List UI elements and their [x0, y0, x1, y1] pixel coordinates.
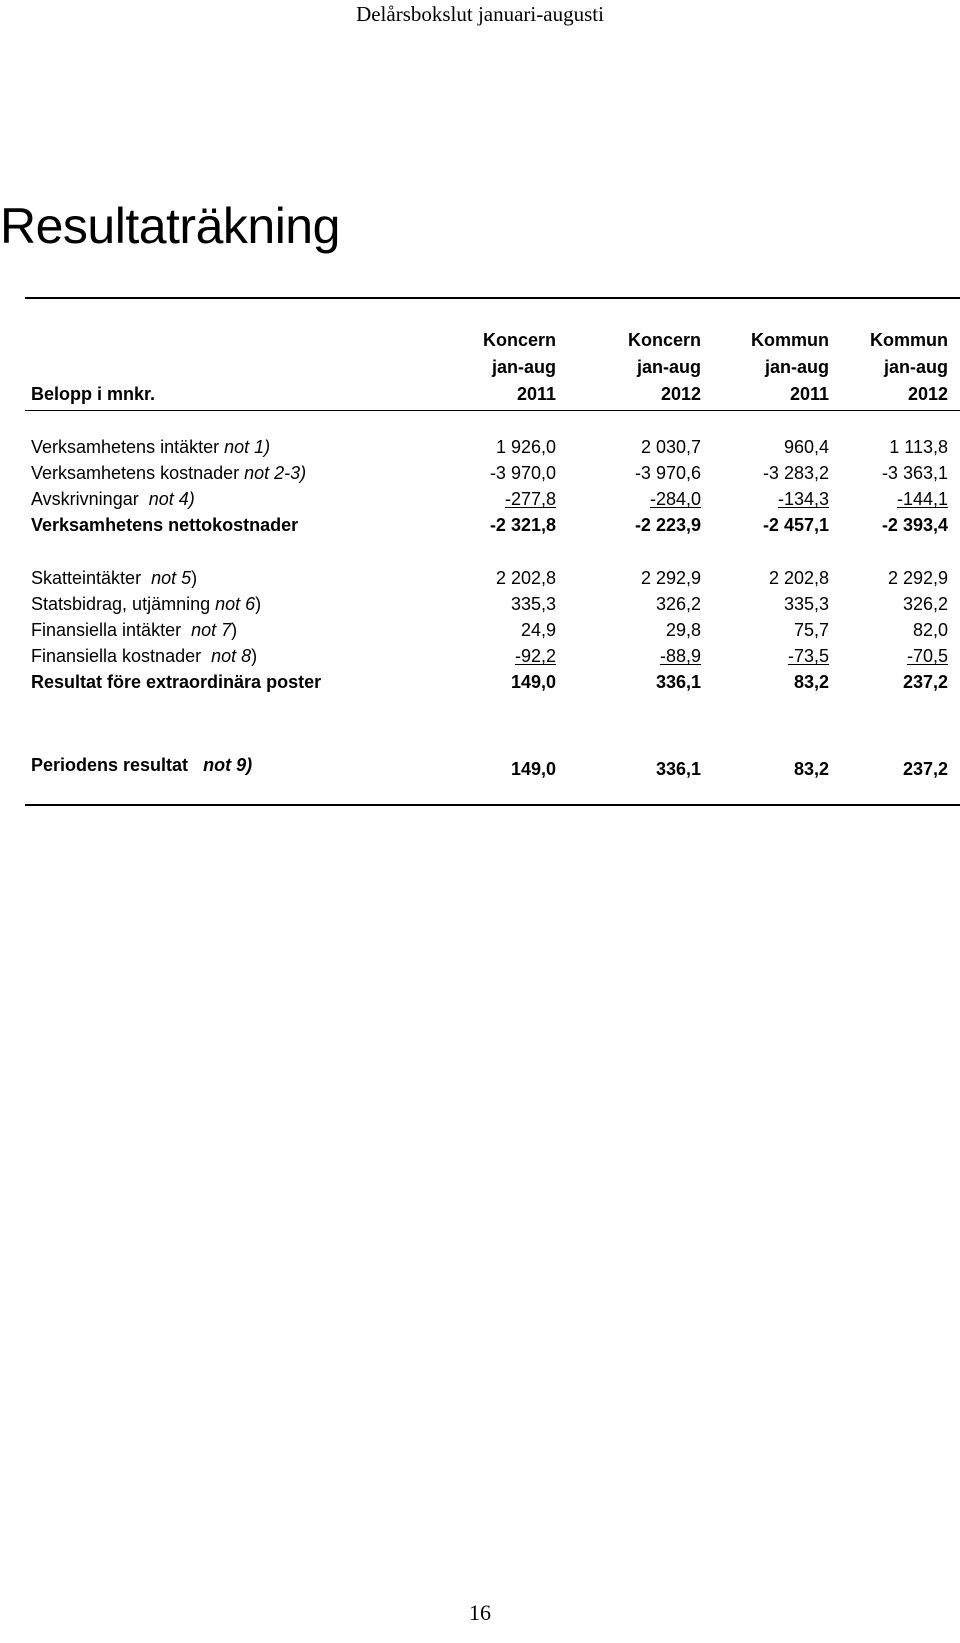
- note-ref: not 6: [215, 594, 256, 614]
- col-header-year: 2011: [789, 384, 829, 404]
- col-header-entity: Kommun: [870, 330, 948, 350]
- table-row: [0, 489, 960, 515]
- cell-value: -3 970,6: [634, 463, 701, 483]
- cell-value: 83,2: [793, 672, 829, 692]
- header-rule: [25, 410, 960, 411]
- row-label: Statsbidrag, utjämning not 6): [31, 594, 262, 614]
- cell-value: 29,8: [665, 620, 701, 640]
- col-header-year: 2011: [516, 384, 556, 404]
- cell-value: -92,2: [514, 646, 556, 666]
- header-row-period: [0, 357, 960, 383]
- table-row-total: [0, 755, 960, 781]
- note-ref: not 4): [148, 489, 195, 509]
- row-label: Verksamhetens nettokostnader: [31, 515, 299, 535]
- col-header-period: jan-aug: [883, 357, 948, 377]
- cell-value: -277,8: [504, 489, 556, 509]
- cell-value: 82,0: [912, 620, 948, 640]
- cell-value: 149,0: [510, 759, 556, 779]
- table-row: [0, 620, 960, 646]
- cell-value: 2 202,8: [495, 568, 556, 588]
- cell-value: -73,5: [787, 646, 829, 666]
- cell-value: 75,7: [793, 620, 829, 640]
- cell-value: -2 457,1: [762, 515, 829, 535]
- cell-value: 326,2: [655, 594, 701, 614]
- cell-value: -3 970,0: [489, 463, 556, 483]
- note-ref: not 9): [203, 755, 253, 775]
- note-ref: not 5: [151, 568, 192, 588]
- cell-value: -284,0: [649, 489, 701, 509]
- row-label: Verksamhetens kostnader not 2-3): [31, 463, 307, 483]
- cell-value: 149,0: [510, 672, 556, 692]
- note-ref: not 8: [211, 646, 252, 666]
- cell-value: 336,1: [655, 672, 701, 692]
- col-header-entity: Koncern: [627, 330, 701, 350]
- note-ref: not 7: [191, 620, 232, 640]
- col-header-year: 2012: [660, 384, 701, 404]
- cell-value: 335,3: [510, 594, 556, 614]
- cell-value: 2 292,9: [640, 568, 701, 588]
- col-header-year: 2012: [907, 384, 948, 404]
- table-row: [0, 594, 960, 620]
- col-header-period: jan-aug: [491, 357, 556, 377]
- top-rule: [25, 297, 960, 299]
- cell-value: -3 363,1: [881, 463, 948, 483]
- cell-value: -2 321,8: [489, 515, 556, 535]
- cell-value: -2 223,9: [634, 515, 701, 535]
- table-row: [0, 568, 960, 594]
- page-number: 16: [469, 1600, 491, 1625]
- row-label: Periodens resultat not 9): [31, 755, 253, 775]
- cell-value: -70,5: [906, 646, 948, 666]
- cell-value: 237,2: [902, 672, 948, 692]
- table-row-subtotal: [0, 672, 960, 698]
- cell-value: -134,3: [777, 489, 829, 509]
- table-row: [0, 463, 960, 489]
- cell-value: -88,9: [659, 646, 701, 666]
- cell-value: 326,2: [902, 594, 948, 614]
- row-label: Finansiella intäkter not 7): [31, 620, 238, 640]
- col-header-entity: Kommun: [751, 330, 829, 350]
- cell-value: -3 283,2: [762, 463, 829, 483]
- row-label: Avskrivningar not 4): [31, 489, 195, 509]
- row-label: Skatteintäkter not 5): [31, 568, 198, 588]
- table-row: [0, 437, 960, 463]
- cell-value: 2 292,9: [887, 568, 948, 588]
- row-label: Finansiella kostnader not 8): [31, 646, 258, 666]
- col-header-entity: Koncern: [482, 330, 556, 350]
- cell-value: 2 202,8: [768, 568, 829, 588]
- cell-value: 2 030,7: [640, 437, 701, 457]
- row-label: Verksamhetens intäkter not 1): [31, 437, 271, 457]
- header-row-entity: [0, 330, 960, 356]
- table-row-subtotal: [0, 515, 960, 541]
- page-title: Resultaträkning: [0, 198, 340, 254]
- cell-value: 336,1: [655, 759, 701, 779]
- cell-value: 335,3: [783, 594, 829, 614]
- cell-value: 960,4: [783, 437, 829, 457]
- bottom-rule: [25, 804, 960, 806]
- cell-value: 1 926,0: [495, 437, 556, 457]
- col-header-period: jan-aug: [764, 357, 829, 377]
- cell-value: 1 113,8: [889, 437, 948, 457]
- note-ref: not 1): [224, 437, 271, 457]
- cell-value: 24,9: [520, 620, 556, 640]
- header-row-year: [0, 384, 960, 410]
- cell-value: 83,2: [793, 759, 829, 779]
- cell-value: -2 393,4: [881, 515, 948, 535]
- cell-value: 237,2: [902, 759, 948, 779]
- note-ref: not 2-3): [244, 463, 307, 483]
- cell-value: -144,1: [896, 489, 948, 509]
- unit-label: Belopp i mnkr.: [31, 384, 156, 404]
- col-header-period: jan-aug: [636, 357, 701, 377]
- table-row: [0, 646, 960, 672]
- row-label: Resultat före extraordinära poster: [31, 672, 322, 692]
- document-header: Delårsbokslut januari-augusti: [356, 2, 604, 26]
